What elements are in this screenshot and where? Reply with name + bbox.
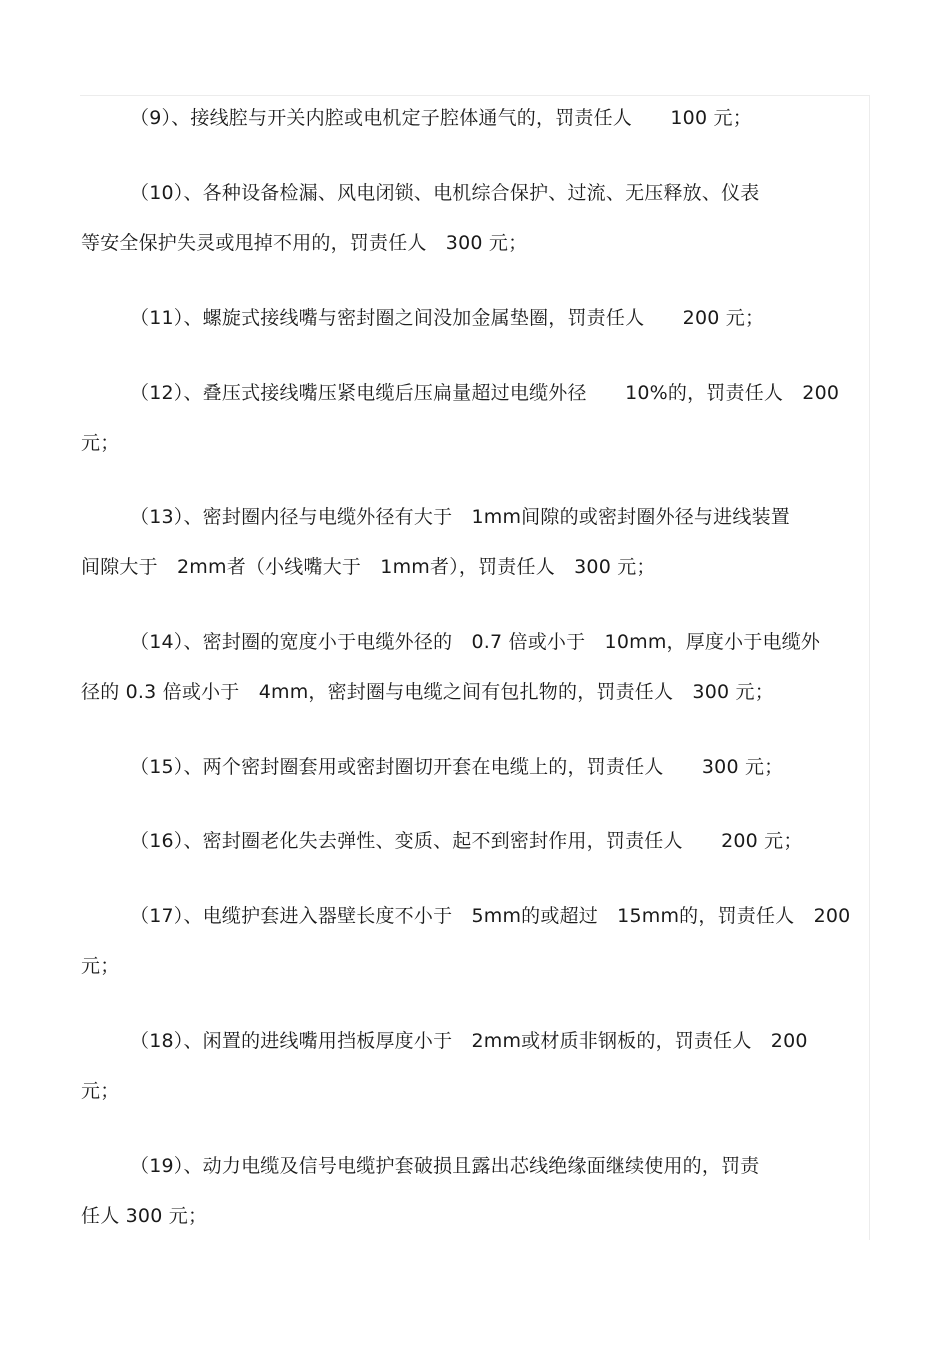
clause-14-line-2: 径的 0.3 倍或小于 4mm，密封圈与电缆之间有包扎物的，罚责任人 300 元； xyxy=(81,681,774,703)
clause-15-line-1: （15）、两个密封圈套用或密封圈切开套在电缆上的，罚责任人 300 元； xyxy=(130,756,784,778)
clause-17-line-1: （17）、电缆护套进入器壁长度不小于 5mm的或超过 15mm的，罚责任人 200 xyxy=(130,905,851,927)
clause-14-line-1: （14）、密封圈的宽度小于电缆外径的 0.7 倍或小于 10mm，厚度小于电缆外 xyxy=(130,631,821,653)
page-top-border xyxy=(80,95,870,96)
clause-12-line-1: （12）、叠压式接线嘴压紧电缆后压扁量超过电缆外径 10%的，罚责任人 200 xyxy=(130,382,840,404)
clause-9-line-1: （9）、接线腔与开关内腔或电机定子腔体通气的，罚责任人 100 元； xyxy=(130,107,752,129)
clause-11-line-1: （11）、螺旋式接线嘴与密封圈之间没加金属垫圈，罚责任人 200 元； xyxy=(130,307,765,329)
clause-10-line-1: （10）、各种设备检漏、风电闭锁、电机综合保护、过流、无压释放、仪表 xyxy=(130,182,760,204)
clause-18-line-2: 元； xyxy=(81,1080,120,1102)
clause-13-line-1: （13）、密封圈内径与电缆外径有大于 1mm间隙的或密封圈外径与进线装置 xyxy=(130,506,790,528)
clause-10-line-2: 等安全保护失灵或甩掉不用的，罚责任人 300 元； xyxy=(81,232,528,254)
clause-12-line-2: 元； xyxy=(81,432,120,454)
clause-19-line-1: （19）、动力电缆及信号电缆护套破损且露出芯线绝缘面继续使用的，罚责 xyxy=(130,1155,760,1177)
clause-19-line-2: 任人 300 元； xyxy=(81,1205,208,1227)
clause-18-line-1: （18）、闲置的进线嘴用挡板厚度小于 2mm或材质非钢板的，罚责任人 200 xyxy=(130,1030,808,1052)
clause-17-line-2: 元； xyxy=(81,955,120,977)
clause-13-line-2: 间隙大于 2mm者（小线嘴大于 1mm者），罚责任人 300 元； xyxy=(81,556,656,578)
page-right-border xyxy=(869,95,870,1240)
clause-16-line-1: （16）、密封圈老化失去弹性、变质、起不到密封作用，罚责任人 200 元； xyxy=(130,830,803,852)
